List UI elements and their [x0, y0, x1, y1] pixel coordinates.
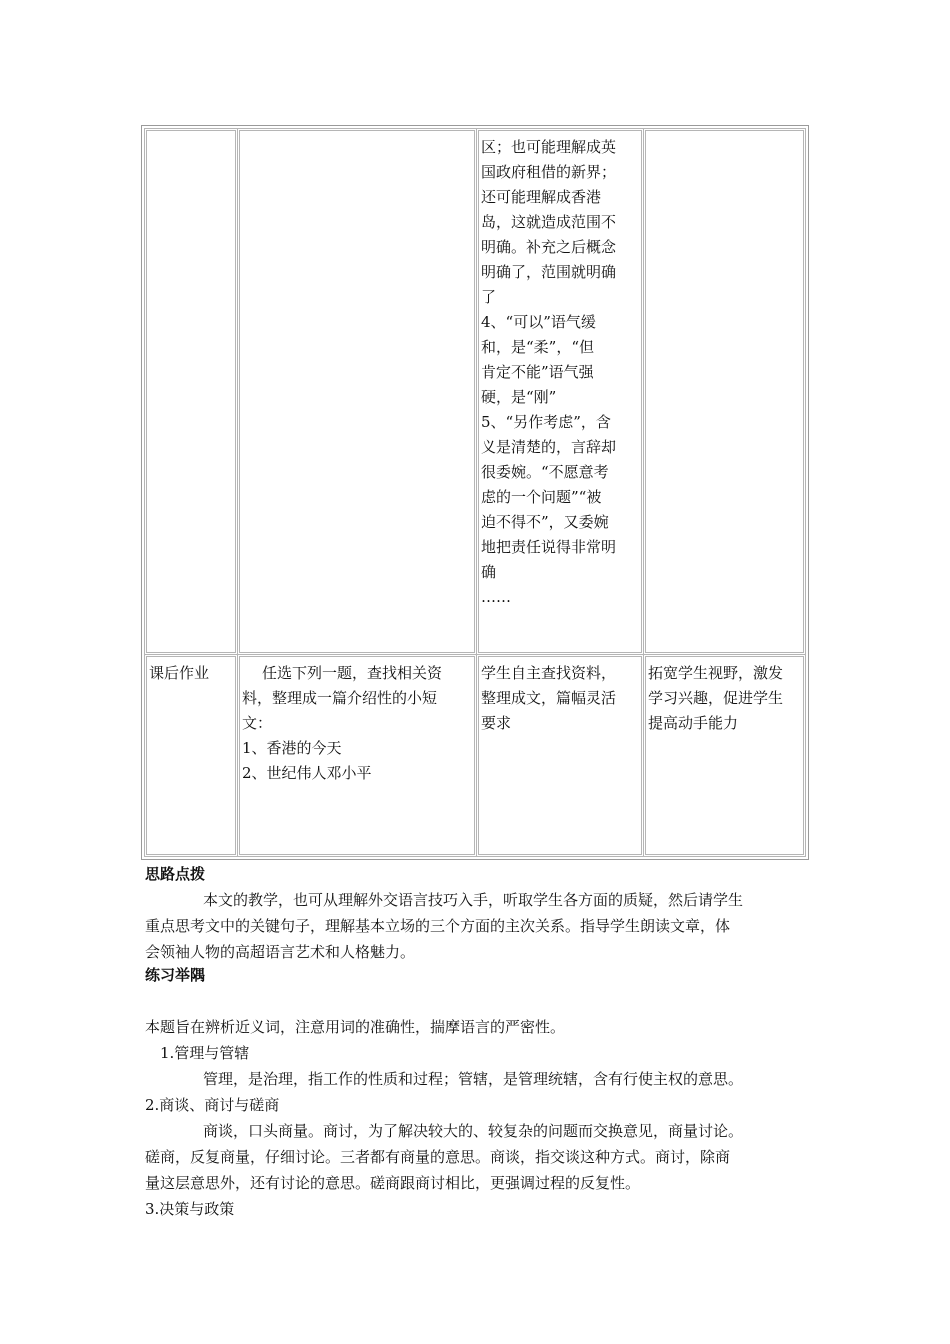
item1-title: 1.管理与管辖 [160, 1044, 250, 1062]
row2-col1-cell [144, 654, 238, 857]
item2-title: 2.商谈、商讨与磋商 [145, 1096, 280, 1114]
lesson-plan-table [141, 125, 809, 860]
row2-col4-line: 提高动手能力 [648, 714, 739, 732]
row2-col4-cell [643, 654, 806, 857]
row1-col3-line: 迫不得不”，又委婉 [481, 513, 609, 531]
row2-col2-line: 2、世纪伟人邓小平 [242, 764, 372, 782]
row1-col4-cell [643, 128, 806, 655]
row2-col2-line: 料，整理成一篇介绍性的小短 [242, 689, 438, 707]
row2-col3-line: 学生自主查找资料， [481, 664, 617, 682]
row1-col3-line: 义是清楚的，言辞却 [481, 438, 617, 456]
row1-col3-cell [476, 128, 644, 655]
row1-col3-line: …… [481, 588, 511, 606]
row2-col3-line: 要求 [481, 714, 512, 732]
row1-col3-line: 国政府租借的新界； [481, 163, 617, 181]
row1-col3-line: 了 [481, 288, 497, 306]
item3-title: 3.决策与政策 [145, 1200, 235, 1218]
item2-body-line: 商谈，口头商量。商讨，为了解决较大的、较复杂的问题而交换意见，商量讨论。 [203, 1122, 744, 1140]
item2-body-line: 磋商，反复商量，仔细讨论。三者都有商量的意思。商谈，指交谈这种方式。商讨，除商 [145, 1148, 731, 1166]
row1-col3-line: 很委婉。“不愿意考 [481, 463, 609, 481]
row2-col2-line: 文： [242, 714, 273, 732]
row2-col3-cell [476, 654, 644, 857]
lianxi-heading: 练习举隅 [145, 966, 206, 984]
row2-col2-line: 1、香港的今天 [242, 739, 342, 757]
row1-col3-line: 肯定不能”语气强 [481, 363, 594, 381]
silu-paragraph-line: 本文的教学，也可从理解外交语言技巧入手，听取学生各方面的质疑，然后请学生 [203, 891, 744, 909]
silu-heading: 思路点拨 [145, 865, 206, 883]
row1-col3-line: 明确了，范围就明确 [481, 263, 617, 281]
row1-col3-line: 明确。补充之后概念 [481, 238, 617, 256]
row1-col3-line: 区；也可能理解成英 [481, 138, 617, 156]
row1-col3-line: 虑的一个问题”“被 [481, 488, 602, 506]
row2-col3-line: 整理成文，篇幅灵活 [481, 689, 617, 707]
silu-paragraph-line: 会领袖人物的高超语言艺术和人格魅力。 [145, 943, 416, 961]
row1-col3-line: 岛，这就造成范围不 [481, 213, 617, 231]
row1-col3-line: 和，是“柔”，“但 [481, 338, 595, 356]
exercise-intro: 本题旨在辨析近义词，注意用词的准确性，揣摩语言的严密性。 [145, 1018, 566, 1036]
row2-col4-line: 拓宽学生视野，激发 [648, 664, 784, 682]
row1-col3-line: 4、“可以”语气缓 [481, 313, 596, 331]
silu-paragraph-line: 重点思考文中的关键句子，理解基本立场的三个方面的主次关系。指导学生朗读文章，体 [145, 917, 731, 935]
row2-col2-cell [237, 654, 477, 857]
row1-col1-cell [144, 128, 238, 655]
row2-col2-line: 任选下列一题，查找相关资 [262, 664, 443, 682]
row1-col3-line: 确 [481, 563, 497, 581]
row1-col3-line: 5、“另作考虑”，含 [481, 413, 611, 431]
row1-col2-cell [237, 128, 477, 655]
item1-body: 管理，是治理，指工作的性质和过程；管辖，是管理统辖，含有行使主权的意思。 [203, 1070, 744, 1088]
item2-body-line: 量这层意思外，还有讨论的意思。磋商跟商讨相比，更强调过程的反复性。 [145, 1174, 641, 1192]
row1-col3-line: 硬，是“刚” [481, 388, 557, 406]
homework-label: 课后作业 [149, 664, 210, 682]
row1-col3-line: 地把责任说得非常明 [481, 538, 617, 556]
row2-col4-line: 学习兴趣，促进学生 [648, 689, 784, 707]
row1-col3-line: 还可能理解成香港 [481, 188, 602, 206]
